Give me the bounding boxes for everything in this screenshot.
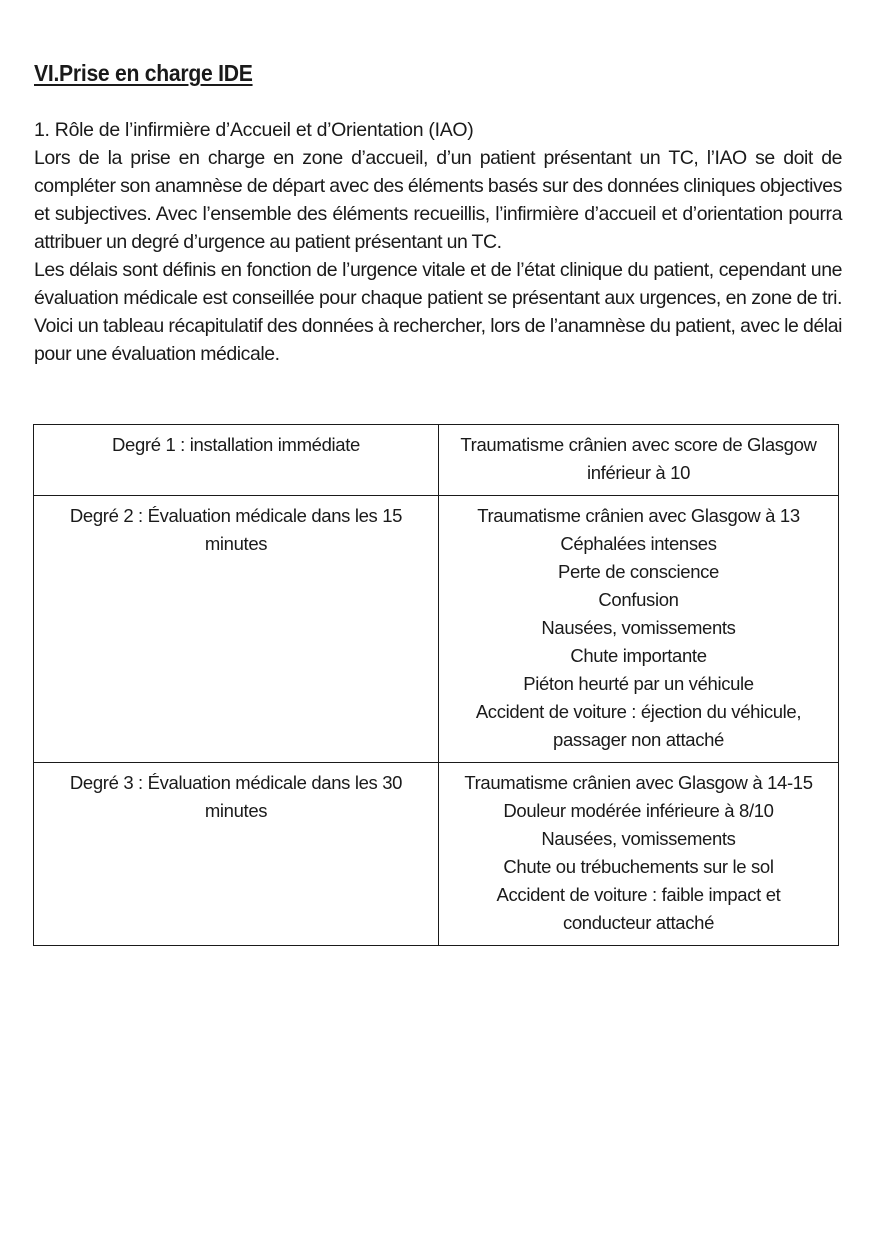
criteria-item: Douleur modérée inférieure à 8/10 xyxy=(503,800,774,821)
criteria-item: Traumatisme crânien avec Glasgow à 14-15 xyxy=(464,772,813,793)
criteria-item: Chute importante xyxy=(570,645,707,666)
criteria-item: Céphalées intenses xyxy=(560,533,717,554)
triage-level-cell: Degré 3 : Évaluation médicale dans les 30 minutes xyxy=(34,763,439,946)
triage-level-cell: Degré 1 : installation immédiate xyxy=(34,425,439,496)
triage-level-cell: Degré 2 : Évaluation médicale dans les 15 minutes xyxy=(34,496,439,763)
triage-criteria-cell xyxy=(439,763,839,946)
paragraph-delays: Les délais sont définis en fonction de l’urgence vitale et de l’état clinique du patient, cependant une évaluation médicale est conseillée pour chaque patient se présentant aux urgences, en zone de tri. Voici un tableau récapitulatif des données à rechercher, lors de l’anamnèse du patient, avec le délai pour une évaluation médicale. xyxy=(34,259,842,365)
document-page xyxy=(34,56,842,368)
criteria-item: Accident de voiture : faible impact et conducteur attaché xyxy=(496,884,781,933)
criteria-item: Nausées, vomissements xyxy=(541,617,736,638)
criteria-item: Traumatisme crânien avec score de Glasgow inférieur à 10 xyxy=(460,434,817,483)
criteria-item: Confusion xyxy=(598,589,679,610)
criteria-item: Traumatisme crânien avec Glasgow à 13 xyxy=(477,505,800,526)
triage-criteria-cell xyxy=(439,496,839,763)
criteria-item: Nausées, vomissements xyxy=(541,828,736,849)
criteria-item: Perte de conscience xyxy=(558,561,719,582)
subsection-title: 1. Rôle de l’infirmière d’Accueil et d’Orientation (IAO) xyxy=(34,119,474,141)
criteria-item: Chute ou trébuchements sur le sol xyxy=(503,856,774,877)
criteria-item: Piéton heurté par un véhicule xyxy=(523,673,754,694)
triage-criteria-cell xyxy=(439,425,839,496)
table-row xyxy=(34,763,839,946)
criteria-item: Accident de voiture : éjection du véhicule, passager non attaché xyxy=(475,701,802,750)
section-title: VI.Prise en charge IDE xyxy=(34,60,253,86)
table-row xyxy=(34,496,839,763)
table-row xyxy=(34,425,839,496)
paragraph-iao-role: Lors de la prise en charge en zone d’accueil, d’un patient présentant un TC, l’IAO se doit de compléter son anamnèse de départ avec des éléments basés sur des données cliniques objectives et subjectives. Avec l’ensemble des éléments recueillis, l’infirmière d’accueil et d’orientation pourra attribuer un degré d’urgence au patient présentant un TC. xyxy=(34,147,842,253)
triage-table xyxy=(33,424,839,946)
